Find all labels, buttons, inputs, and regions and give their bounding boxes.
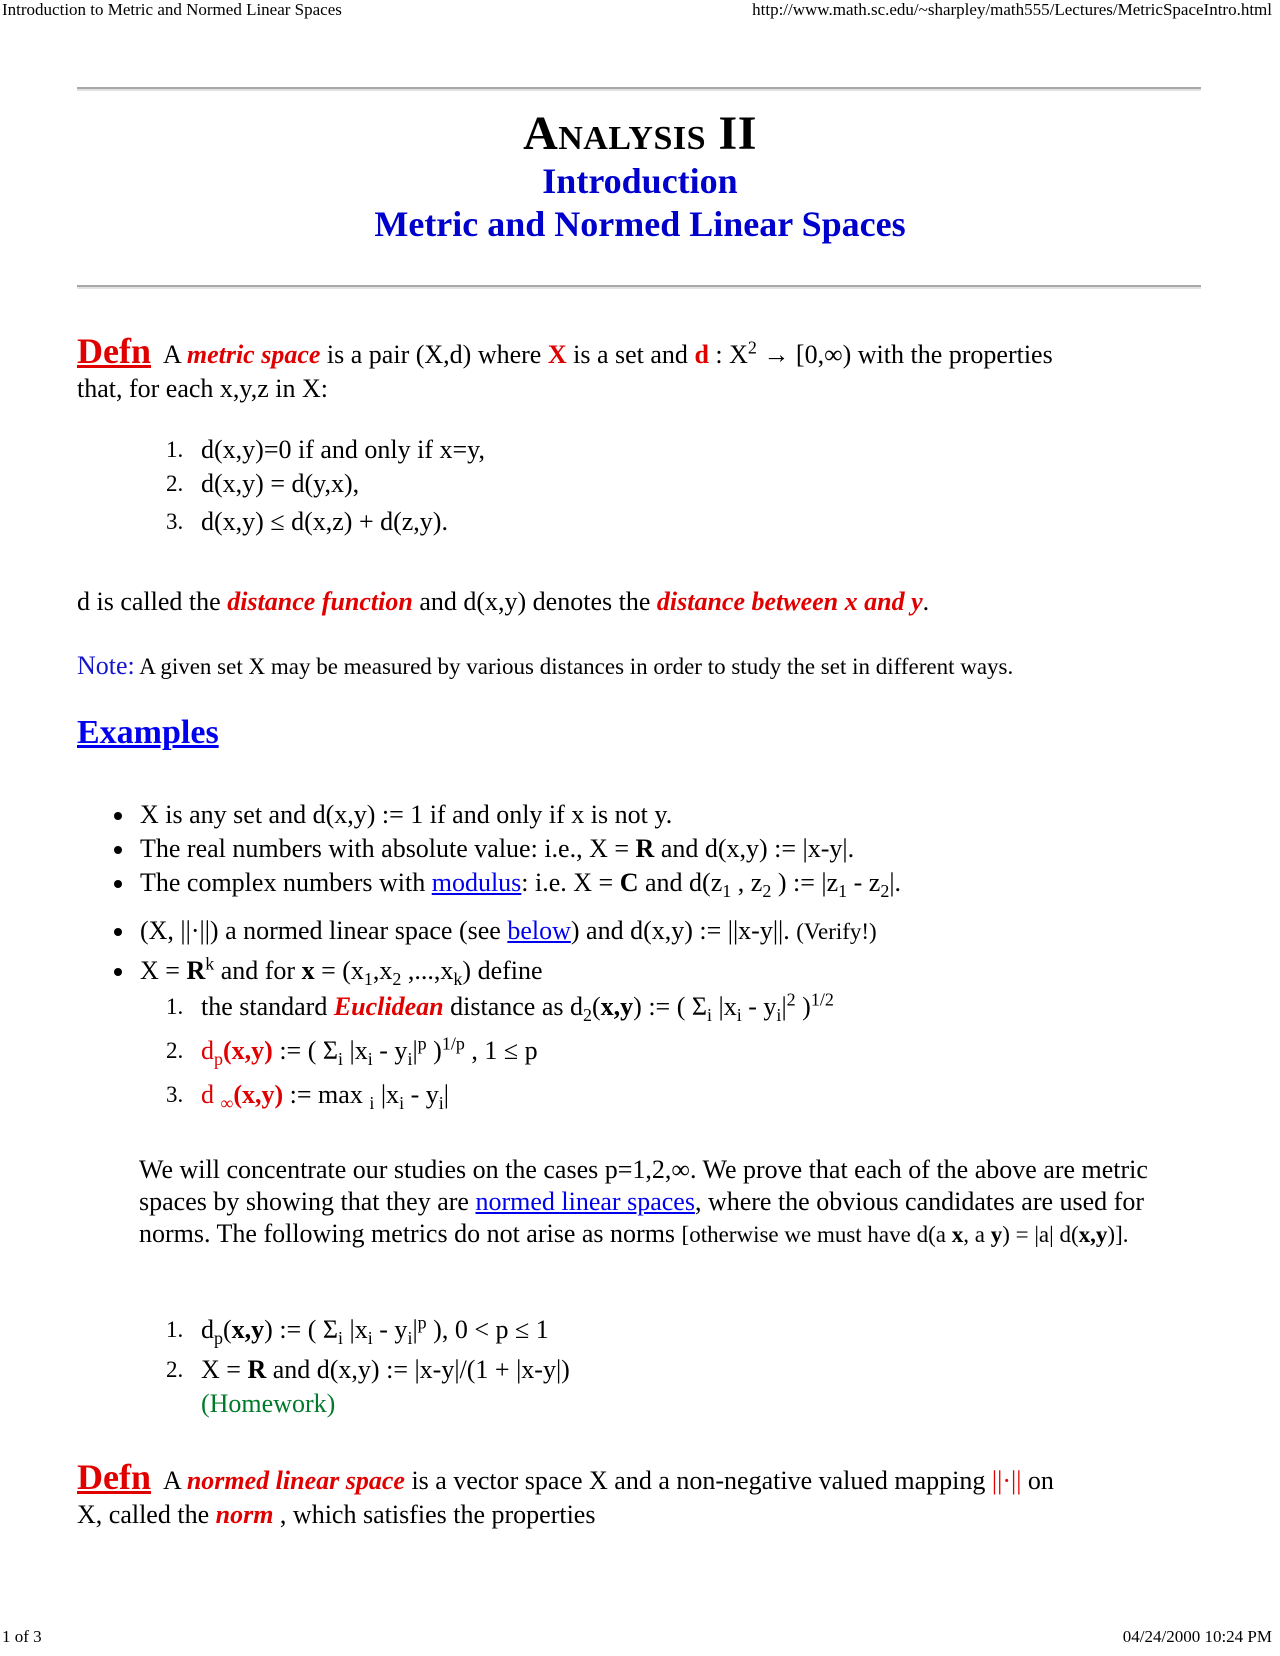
examples-list	[110, 798, 901, 988]
normed-linear-space-definition: Defn A normed linear space is a vector space X and a non-negative valued mapping ||·|| on X, called the norm , which satisfies the properties	[77, 1457, 1054, 1529]
defn-label: Defn	[77, 1457, 151, 1497]
page-title: Analysis II	[523, 107, 757, 160]
list-item: 1. the standard Euclidean distance as $d_2(x,y)$ := ( $\Sigma_i$ $|x_i - y_i|^2$ )$^{1/2}$	[166, 989, 834, 1026]
metric-properties-list	[166, 433, 485, 539]
list-item: $X = R^k$ and for $x = (x_1,x_2$ $,...,x_k$) define	[110, 954, 901, 988]
list-item: The complex numbers with modulus: i.e. X = C and $d(z_1$ , $z_2$ ) := $|z_1 - z_2|$.	[110, 866, 901, 900]
modulus-link[interactable]: modulus	[431, 868, 522, 897]
norms-discussion-text: We will concentrate our studies on the cases p=1,2,∞. We prove that each of the above are metric spaces by showing that they are normed linear spaces, where the obvious candidates are used for norms. The following metrics do not arise as norms [otherwise we must have d(a x, a y) = |a| d(x,y)].	[139, 1155, 1148, 1248]
list-item: X is any set and d(x,y) := 1 if and only if x is not y.	[110, 798, 901, 832]
non-norm-metrics-list	[166, 1313, 570, 1421]
homework-note: (Homework)	[201, 1389, 336, 1418]
metrics-list	[166, 990, 834, 1122]
list-item: 2. $d_p(x,y)$ := ( $\Sigma_i$ $|x_i - y_i|^p$ )$^{1/p}$ , 1 ≤ p	[166, 1033, 538, 1070]
distance-function-text: d is called the distance function and d(x,y) denotes the distance between x and y.	[77, 587, 930, 616]
list-item: The real numbers with absolute value: i.e., X = R and d(x,y) := |x-y|.	[110, 832, 901, 866]
list-item: (X, ||·||) a normed linear space (see below) and d(x,y) := ||x-y||. (Verify!)	[110, 914, 901, 948]
page-subtitle: Introduction	[542, 161, 738, 201]
list-item: 2. X = R and d(x,y) := |x-y|/(1 + |x-y|)	[166, 1355, 570, 1384]
below-link[interactable]: below	[507, 916, 571, 945]
page-number: 1 of 3	[2, 1627, 42, 1646]
note-text: Note: A given set X may be measured by various distances in order to study the set in different ways.	[77, 651, 1014, 680]
list-item: 2. d(x,y) = d(y,x),	[166, 469, 360, 498]
examples-heading[interactable]: Examples	[77, 714, 219, 751]
list-item: 3. d(x,y) ≤ d(x,z) + d(z,y).	[166, 507, 448, 536]
metric-space-definition: Defn A metric space is a pair (X,d) where X is a set and d : $X^2 \to [0,\infty)$ with the properties that, for each x,y,z in X:	[77, 331, 1053, 403]
list-item: 1. d(x,y)=0 if and only if x=y,	[166, 435, 485, 464]
list-item: 3. d $_\infty$(x,y) := max $_i$ $|x_i - y_i|$	[166, 1080, 449, 1114]
page-header-title: Introduction to Metric and Normed Linear Spaces	[2, 0, 342, 19]
title-bottom-rule	[77, 285, 1201, 289]
defn-label: Defn	[77, 331, 151, 371]
page-subtitle-topic: Metric and Normed Linear Spaces	[374, 204, 906, 244]
print-timestamp: 04/24/2000 10:24 PM	[1122, 1627, 1272, 1646]
normed-linear-spaces-link[interactable]: normed linear spaces	[475, 1187, 695, 1216]
list-item: 1. $d_p(x,y)$ := ( $\Sigma_i$ $|x_i - y_i|^p$ ), 0 < p ≤ 1	[166, 1312, 549, 1349]
page-header-url: http://www.math.sc.edu/~sharpley/math555/Lectures/MetricSpaceIntro.html	[752, 0, 1272, 19]
top-rule	[77, 87, 1201, 91]
